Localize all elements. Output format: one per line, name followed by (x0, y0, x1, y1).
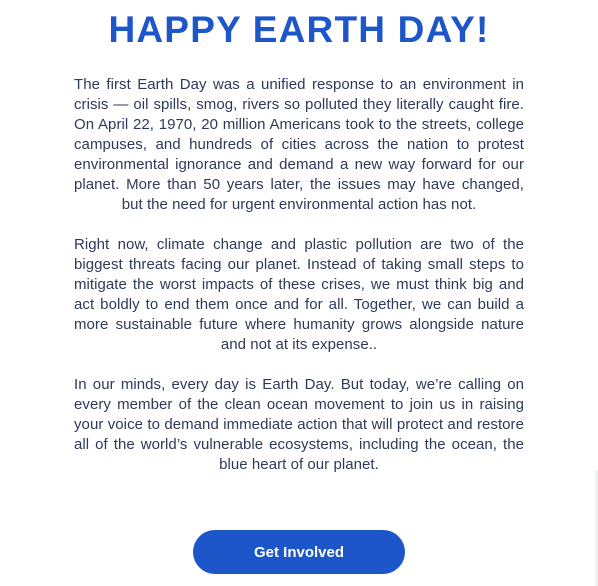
page-title: HAPPY EARTH DAY! (108, 9, 490, 50)
paragraph-call-to-action: In our minds, every day is Earth Day. But today, we’re calling on every member of the clean ocean movement to join us in raising your voice to demand immediate action that will protect and restore all of the world’s vulnerable ecosystems, including the ocean, the blue heart of our planet. (74, 376, 524, 473)
get-involved-button[interactable]: Get Involved (193, 530, 405, 574)
paragraph-history: The first Earth Day was a unified response to an environment in crisis — oil spills, smog, rivers so polluted they literally caught fire. On April 22, 1970, 20 million Americans took to the streets, college campuses, and hundreds of cities across the nation to protest environmental ignorance and demand a new way forward for our planet. More than 50 years later, the issues may have changed, but the need for urgent environmental action has not. (74, 76, 524, 213)
paragraph-threats: Right now, climate change and plastic pollution are two of the biggest threats facing our planet. Instead of taking small steps to mitigate the worst impacts of these crises, we must think big and act boldly to end them once and for all. Together, we can build a more sustainable future where humanity grows alongside nature and not at its expense.. (74, 236, 524, 353)
cta-container (0, 530, 598, 574)
body-copy (74, 75, 524, 495)
